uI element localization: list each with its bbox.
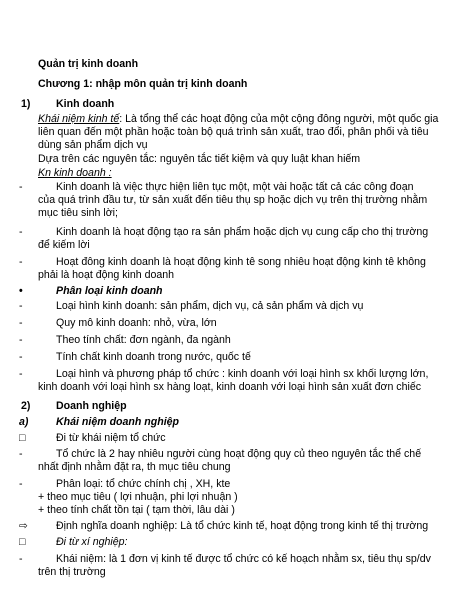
dash-marker: - [19, 256, 23, 268]
list-item: Kinh doanh là hoạt động tạo ra sản phẩm hoặc dịch vụ cung cấp cho thị trường [56, 226, 429, 238]
classification-by-goal: + theo mục tiêu ( lợi nhuận, phi lợi nhuận ) [38, 491, 238, 503]
classify-item: Tính chất kinh doanh trong nước, quốc tế [56, 351, 251, 363]
organization-definition: Tổ chức là 2 hay nhiêu người cùng hoạt động quy củ theo nguyên tắc thể chế [56, 448, 422, 460]
classify-item: Theo tính chất: đơn ngành, đa ngành [56, 334, 231, 346]
classify-item: Loại hình và phương pháp tổ chức : kinh doanh với loại hình sx khối lượng lớn, [56, 368, 429, 380]
dash-marker: - [19, 368, 23, 380]
classify-item: Quy mô kinh doanh: nhỏ, vừa, lớn [56, 317, 217, 329]
dash-marker: - [19, 300, 23, 312]
organization-classification: Phân loại: tổ chức chính chị , XH, kte [56, 478, 231, 490]
classify-item: Loại hình kinh doanh: sản phẩm, dịch vụ, cả sản phẩm và dịch vụ [56, 300, 364, 312]
classify-heading: Phân loại kinh doanh [56, 285, 163, 297]
approach-2: Đi từ xí nghiệp: [56, 536, 128, 548]
list-item: Kinh doanh là việc thực hiện liên tục một, một vài hoặc tất cả các công đoạn [56, 181, 414, 193]
document-title: Quản trị kinh doanh [38, 58, 139, 70]
approach-1: Đi từ khái niệm tổ chức [56, 432, 166, 444]
dash-marker: - [19, 478, 23, 490]
list-item-continuation: phải là hoạt động kinh doanh [38, 269, 175, 281]
classification-by-duration: + theo tính chất tồn tại ( tạm thời, lâu dài ) [38, 504, 235, 516]
dash-marker: - [19, 553, 23, 565]
bullet-marker: • [19, 285, 23, 297]
box-marker: □ [19, 536, 26, 548]
box-marker: □ [19, 432, 26, 444]
list-item-continuation: mục tiêu sinh lời; [38, 207, 118, 219]
dash-marker: - [19, 317, 23, 329]
definition-text: : Là tổng thể các hoạt động của một cộng đông người, một quốc gia [119, 113, 439, 125]
dash-marker: - [19, 448, 23, 460]
chapter-heading: Chương 1: nhập môn quản trị kinh doanh [38, 78, 248, 90]
section-2-number: 2) [21, 400, 31, 412]
definition-continuation: dùng sản phẩm dịch vụ [38, 139, 148, 151]
subsection-a-heading: Khái niệm doanh nghiệp [56, 416, 180, 428]
kd-definition-label: Kn kinh doanh : [38, 167, 112, 179]
basis-line: Dựa trên các nguyên tắc: nguyên tắc tiết kiệm và quy luật khan hiếm [38, 153, 361, 165]
section-1-number: 1) [21, 98, 31, 110]
definition-label: Khái niệm kinh tế [38, 113, 120, 125]
list-item-continuation: của quá trình đầu tư, từ sản xuất đến tiêu thụ sp hoặc dịch vụ trên thị trường nhằm [38, 194, 428, 206]
organization-definition-continuation: nhất định nhằm đặt ra, th mục tiêu chung [38, 461, 231, 473]
enterprise-concept: Khái niệm: là 1 đơn vị kinh tế được tổ chức có kế hoạch nhằm sx, tiêu thụ sp/dv [56, 553, 431, 565]
subsection-a-marker: a) [19, 416, 29, 428]
dash-marker: - [19, 334, 23, 346]
section-2-heading: Doanh nghiệp [56, 400, 127, 412]
definition-line [38, 113, 438, 126]
definition-continuation: liên quan đến một phần hoặc toàn bộ quá trình sản xuất, trao đổi, phân phối và tiêu [38, 126, 429, 138]
classify-item-continuation: kinh doanh với loại hình sx hàng loạt, kinh doanh với loại hình sản xuất đơn chiếc [38, 381, 422, 393]
enterprise-concept-continuation: trên thị trường [38, 566, 106, 578]
arrow-icon: ⇨ [19, 520, 28, 532]
dash-marker: - [19, 226, 23, 238]
enterprise-definition: Định nghĩa doanh nghiệp: Là tổ chức kinh tế, hoạt động trong kinh tế thị trường [56, 520, 429, 532]
dash-marker: - [19, 351, 23, 363]
section-1-heading: Kinh doanh [56, 98, 115, 110]
list-item-continuation: để kiếm lời [38, 239, 90, 251]
list-item: Hoạt đông kinh doanh là hoạt động kinh tê song nhiêu hoạt động kinh tê không [56, 256, 426, 268]
dash-marker: - [19, 181, 23, 193]
